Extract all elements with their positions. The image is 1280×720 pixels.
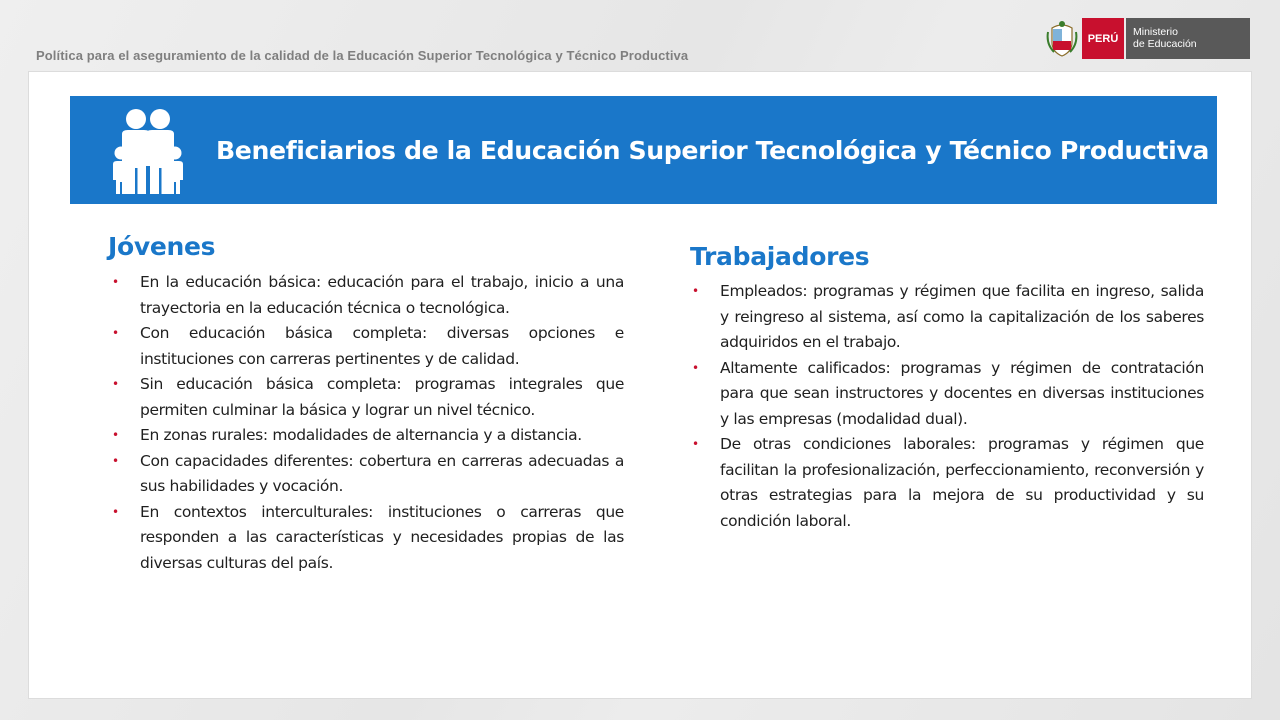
list-item: • Con educación básica completa: diversas opciones e instituciones con carreras pertinentes y de calidad.	[140, 321, 624, 372]
list-item: • De otras condiciones laborales: programas y régimen que facilitan la profesionalización, perfeccionamiento, reconversión y otras estrategias para la mejora de su productividad y su condición laboral.	[720, 432, 1204, 534]
heading-jovenes: Jóvenes	[108, 232, 216, 261]
bullet-icon: •	[692, 437, 699, 451]
peru-label: PERÚ	[1082, 18, 1124, 59]
coat-of-arms-icon	[1046, 18, 1078, 59]
bullet-icon: •	[112, 326, 119, 340]
bullet-icon: •	[112, 428, 119, 442]
bullet-icon: •	[112, 377, 119, 391]
bullet-icon: •	[112, 275, 119, 289]
list-jovenes	[112, 270, 624, 576]
ministry-line-1: Ministerio	[1133, 26, 1178, 38]
list-trabajadores	[692, 279, 1204, 534]
bullet-icon: •	[692, 284, 699, 298]
ministry-line-2: de Educación	[1133, 38, 1197, 50]
bullet-icon: •	[112, 504, 119, 519]
list-item: • En la educación básica: educación para el trabajo, inicio a una trayectoria en la educación técnica o tecnológica.	[140, 270, 624, 321]
list-item: • Altamente calificados: programas y régimen de contratación para que sean instructores y docentes en diversas instituciones y las empresas (modalidad dual).	[720, 356, 1204, 433]
list-item: • En contextos interculturales: instituciones o carreras que responden a las características y necesidades propias de las diversas culturas del país.	[140, 500, 624, 577]
document-subtitle: Política para el aseguramiento de la calidad de la Educación Superior Tecnológica y Técnico Productiva	[36, 48, 689, 63]
bullet-icon: •	[692, 360, 699, 375]
family-icon	[110, 106, 186, 194]
list-item: • Sin educación básica completa: programas integrales que permiten culminar la básica y lograr un nivel técnico.	[140, 372, 624, 423]
ministry-logo	[1046, 18, 1250, 59]
list-item: • En zonas rurales: modalidades de alternancia y a distancia.	[140, 423, 624, 449]
heading-trabajadores: Trabajadores	[690, 242, 870, 271]
list-item: • Empleados: programas y régimen que facilita en ingreso, salida y reingreso al sistema, así como la capitalización de los saberes adquiridos en el trabajo.	[720, 279, 1204, 356]
banner-title: Beneficiarios de la Educación Superior Tecnológica y Técnico Productiva	[216, 135, 1209, 165]
list-item: • Con capacidades diferentes: cobertura en carreras adecuadas a sus habilidades y vocación.	[140, 449, 624, 500]
ministry-label	[1126, 18, 1250, 59]
bullet-icon: •	[112, 453, 119, 468]
title-banner	[70, 96, 1217, 204]
